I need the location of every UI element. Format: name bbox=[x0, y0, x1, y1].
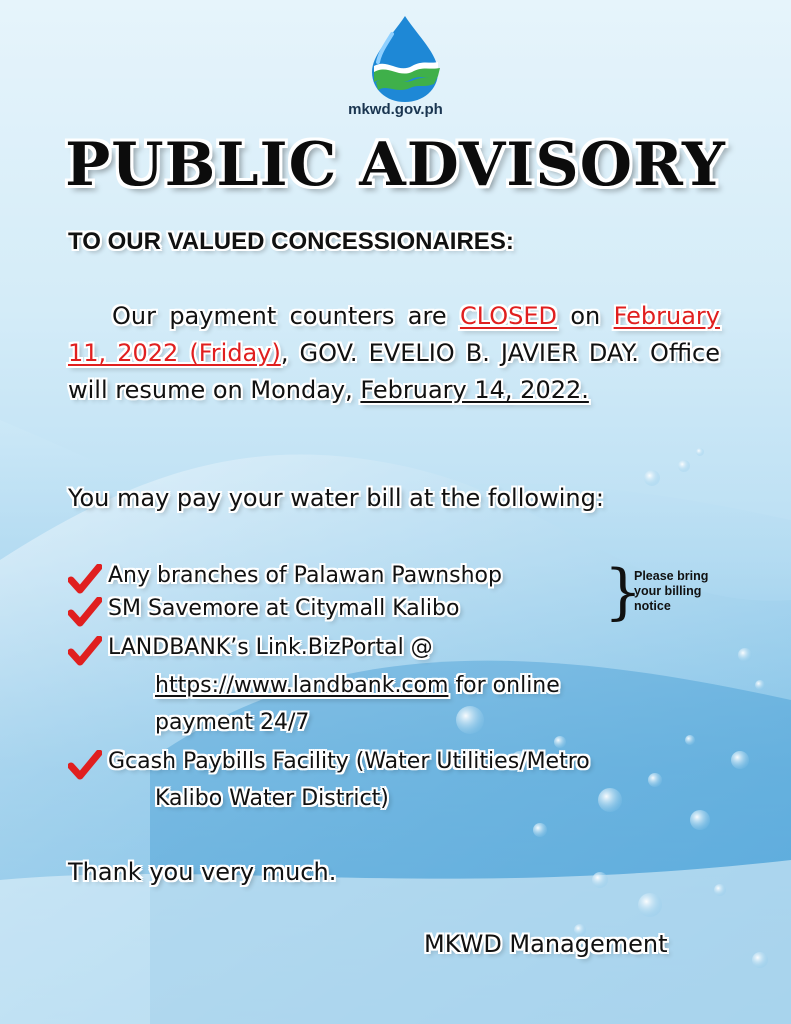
closed-highlight: CLOSED bbox=[459, 302, 557, 330]
landbank-availability: payment 24/7 bbox=[155, 710, 310, 735]
paragraph-text-1: Our payment counters are bbox=[112, 302, 447, 330]
closure-date: February 11, 2022 (Friday) bbox=[68, 302, 720, 367]
paragraph-text-2: on bbox=[570, 302, 601, 330]
payment-intro: You may pay your water bill at the following: bbox=[68, 484, 604, 512]
option-palawan: Any branches of Palawan Pawnshop bbox=[108, 563, 502, 588]
advisory-paragraph bbox=[68, 298, 720, 409]
billing-note-line: your billing bbox=[634, 584, 702, 598]
resume-date: February 14, 2022. bbox=[360, 376, 589, 404]
red-check-icon bbox=[68, 636, 102, 666]
red-check-icon bbox=[68, 597, 102, 627]
headline: PUBLIC ADVISORY bbox=[65, 130, 726, 200]
option-landbank: LANDBANK’s Link.BizPortal @ bbox=[108, 635, 433, 660]
water-drop-logo-icon bbox=[362, 14, 448, 104]
billing-note bbox=[634, 569, 708, 614]
greeting: TO OUR VALUED CONCESSIONAIRES: bbox=[68, 228, 514, 255]
signoff: MKWD Management bbox=[424, 930, 668, 958]
option-gcash: Gcash Paybills Facility (Water Utilities/Metro bbox=[108, 749, 590, 774]
billing-note-line: Please bring bbox=[634, 569, 709, 583]
red-check-icon bbox=[68, 750, 102, 780]
landbank-url[interactable]: https://www.landbank.com bbox=[155, 673, 449, 698]
red-check-icon bbox=[68, 564, 102, 594]
option-savemore: SM Savemore at Citymall Kalibo bbox=[108, 596, 460, 621]
paragraph-text-3: , GOV. EVELIO B. JAVIER DAY. Office will resume on Monday, bbox=[68, 339, 721, 404]
thanks-text: Thank you very much. bbox=[68, 858, 337, 886]
site-url: mkwd.gov.ph bbox=[348, 101, 443, 118]
landbank-url-line bbox=[155, 673, 560, 698]
bracket-icon: } bbox=[604, 557, 643, 627]
billing-note-line: notice bbox=[634, 599, 671, 613]
gcash-line-2: Kalibo Water District) bbox=[155, 786, 389, 811]
landbank-suffix: for online bbox=[455, 673, 560, 698]
